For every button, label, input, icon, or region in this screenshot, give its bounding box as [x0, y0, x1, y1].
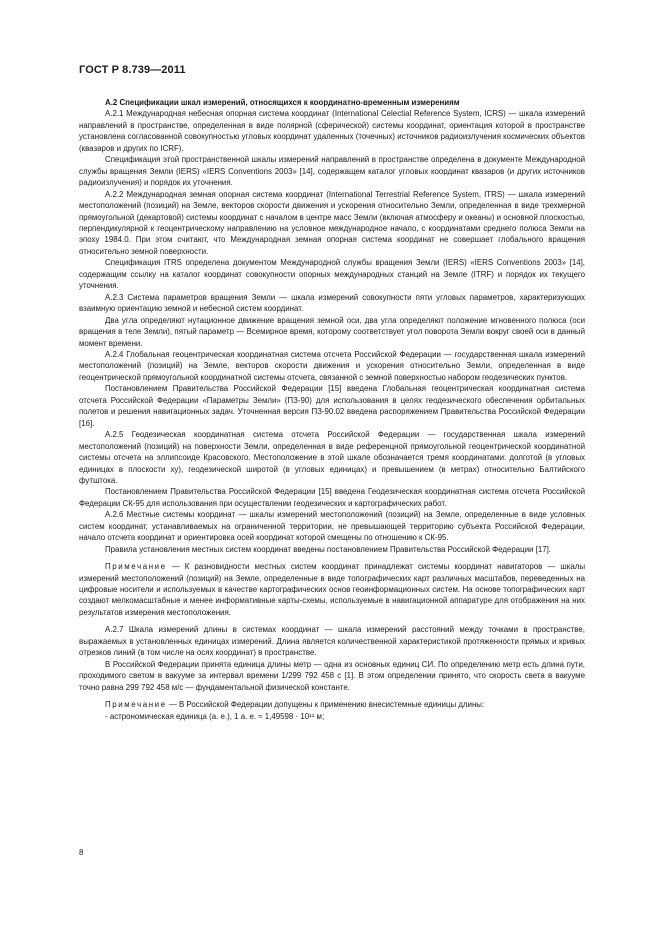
document-header: ГОСТ Р 8.739—2011	[79, 64, 186, 76]
note-text: — К разновидности местных систем координат принадлежат системы координат навигаторов — шкалы измерений местоположений (позиций) на Земле, определенные в виде топографических карт различных масштабов, переведенных на цифровые носители и используемых в качестве картографических основ геоинформационных систем. На основе топографических карт создают мелкомасштабные и менее информативные карты-схемы, используемые в навигационной аппаратуре для отображения на них результатов измерения местоположения.	[79, 562, 585, 617]
paragraph: А.2.3 Система параметров вращения Земли — шкала измерений совокупности пяти угловых параметров, характеризующих взаимную ориентацию земной и небесной систем координат.	[79, 292, 585, 314]
paragraph: В Российской Федерации принята единица длины метр — одна из основных единиц СИ. По определению метр есть длина пути, проходимого светом в вакууме за интервал времени 1/299 792 458 с [1]. В этом определении принято, что скорость света в вакууме точно равна 299 792 458 м/с — фундаментальной физической константе.	[79, 659, 585, 692]
note-label: Примечание	[105, 700, 167, 710]
note-label: Примечание	[105, 562, 167, 572]
page-number: 8	[79, 848, 84, 857]
list-item: - астрономическая единица (а. е.), 1 а. е. ≈ 1,49598 · 10¹¹ м;	[105, 711, 325, 721]
paragraph: Правила установления местных систем координат введены постановлением Правительства Российской Федерации [17].	[105, 544, 551, 554]
note	[79, 561, 585, 618]
paragraph: Постановлением Правительства Российской Федерации [15] введена Глобальная геоцентрическая координатная система отсчета Российской Федерации «Параметры Земли» (ПЗ-90) для использования в целях геодезического обеспечения орбитальных полетов и решения навигационных задач. Уточненная версия ПЗ-90.02 введена распоряжением Правительства Российской Федерации [16].	[79, 384, 585, 428]
note-text: — В Российской Федерации допущены к применению внесистемные единицы длины:	[166, 700, 485, 710]
paragraph: А.2.7 Шкала измерений длины в системах координат — шкала измерений расстояний между точками в пространстве, выражаемых в установленных единицах измерений. Длина является количественной характеристикой протяженности прямых и кривых отрезков линий (в том числе на осях координат) в пространстве.	[79, 625, 585, 658]
note-list	[79, 711, 585, 722]
paragraph: Спецификация ITRS определена документом Международной службы вращения Земли (IERS) «IERS Conventions 2003» [14], содержащим ссылку на каталог координат совокупности опорных международных станций на Земле (ITRF) и порядок их текущего уточнения.	[79, 258, 585, 291]
paragraph: Постановлением Правительства Российской Федерации [15] введена Геодезическая координатная система отсчета Российской Федерации СК-95 для использования при осуществлении геодезических и картографических работ.	[79, 487, 585, 508]
paragraph: А.2.2 Международная земная опорная система координат (International Terrestrial Reference System, ITRS) — шкала измерений местоположений (позиций) на Земле, векторов скорости движения и ускорения относительно Земли, определенная в виде трехмерной прямоугольной (декартовой) системы координат с началом в центре масс Земли (включая атмосферу и океаны) и основной плоскостью, перпендикулярной к геоцентрическому направлению на условное международное начало, с координатами среднего полюса Земли на эпоху 1984.0. При этом считают, что Международная земная опорная система координат не совершает глобального вращения относительно земной поверхности.	[79, 189, 585, 256]
paragraph: А.2.6 Местные системы координат — шкалы измерений местоположений (позиций) на Земле, определенные в виде условных систем координат, устанавливаемых на ограниченной территории, не превышающей территорию субъекта Российской Федерации, начало отсчета координат и ориентировка осей координат которой смещены по отношению к СК-95.	[79, 510, 585, 543]
paragraph: Два угла определяют нутационное движение вращения земной оси, два угла определяют положение мгновенного полюса (оси вращения в теле Земли), пятый параметр — Всемирное время, которому соответствует угол поворота Земли вокруг своей оси в данный момент времени.	[79, 315, 585, 348]
paragraph: А.2.1 Международная небесная опорная система координат (International Celectial Reference System, ICRS) — шкала измерений направлений в пространстве, определенная в виде полярной (сферической) системы координат, ориентация которой в пространстве установлена согласованной совокупностью угловых координат удаленных (точечных) источников радиоизлучения космических объектов (квазаров и других по ICRF).	[79, 109, 585, 153]
paragraph: Спецификация этой пространственной шкалы измерений направлений в пространстве определена в документе Международной службы вращения Земли (IERS) «IERS Conventions 2003» [14], содержащем каталог угловых координат квазаров (и других источников радиоизлучения) и порядок их уточнения.	[79, 155, 585, 188]
note	[79, 699, 585, 710]
paragraph: А.2.5 Геодезическая координатная система отсчета Российской Федерации — государственная шкала измерений местоположений (позиций) на поверхности Земли, определенная в виде референцной прямоугольной геоцентрической координатной системы отсчета на эллипсоиде Красовского. Местоположение в этой шкале обозначается тремя координатами: долготой (в угловых единицах в плоскости xy), геодезической широтой (в угловых единицах) и превышением (в метрах) относительно Балтийского футштока.	[79, 430, 585, 485]
section-heading: А.2 Спецификации шкал измерений, относящихся к координатно-временным измерениям	[105, 98, 460, 107]
page-content	[79, 97, 585, 722]
paragraph: А.2.4 Глобальная геоцентрическая координатная система отсчета Российской Федерации — государственная шкала измерений местоположений (позиций) на Земле, векторов скорости движения и ускорения относительно Земли, определенная в виде геоцентрической прямоугольной координатной системы отсчета, связанной с земной поверхностью набором геодезических пунктов.	[79, 349, 585, 382]
